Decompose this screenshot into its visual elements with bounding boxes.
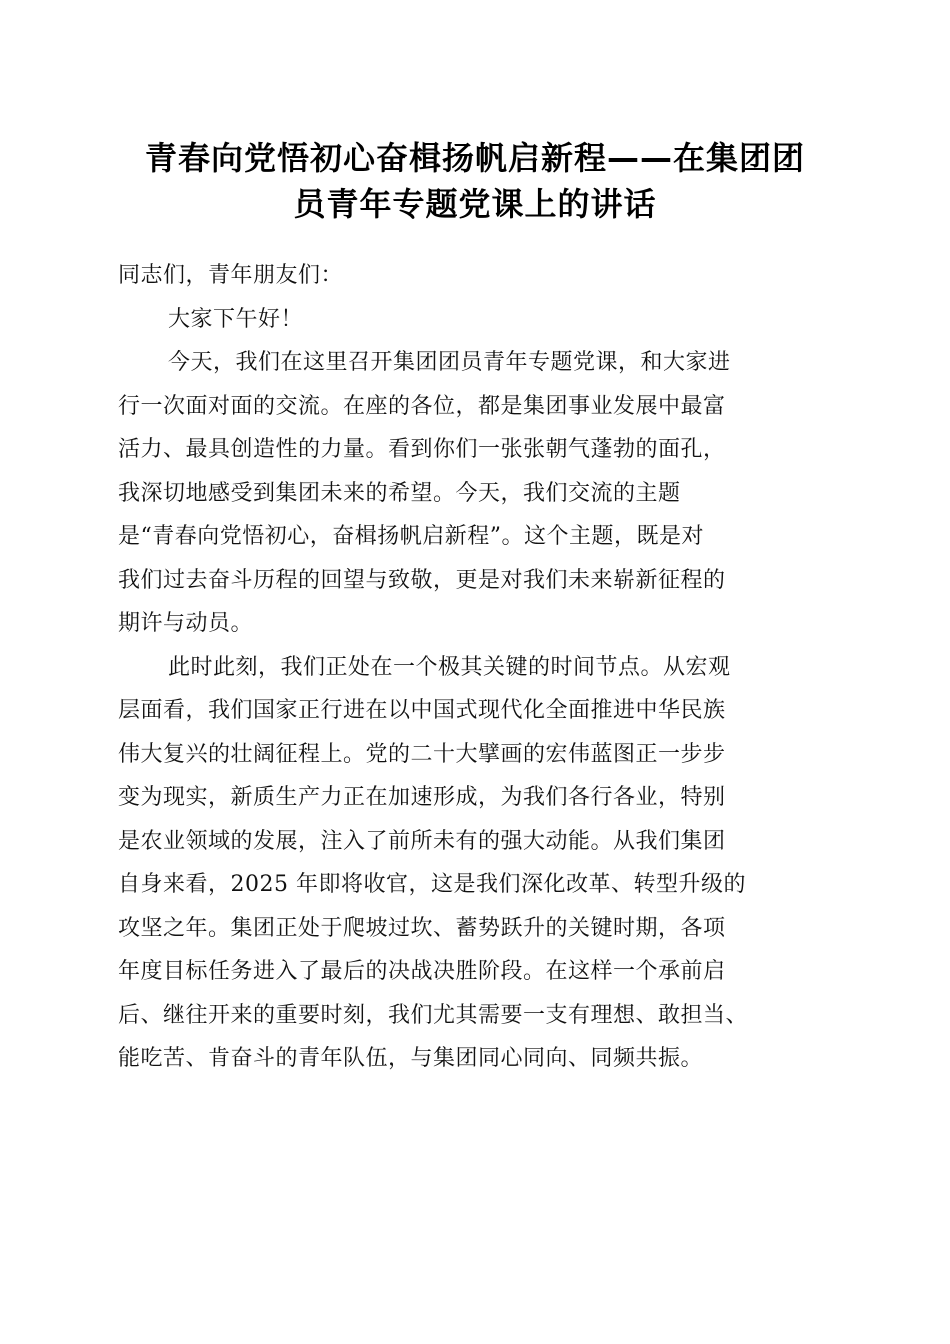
paragraph-line: 行一次面对面的交流。在座的各位，都是集团事业发展中最富 <box>118 393 726 419</box>
paragraph-1 <box>118 341 838 646</box>
paragraph-line: 我深切地感受到集团未来的希望。今天，我们交流的主题 <box>118 480 681 506</box>
paragraph-2 <box>118 646 838 1081</box>
paragraph-line: 能吃苦、肯奋斗的青年队伍，与集团同心同向、同频共振。 <box>118 1046 704 1071</box>
paragraph-line: 是“青春向党悟初心，奋楫扬帆启新程”。这个主题，既是对 <box>118 524 704 549</box>
title-line: 青春向党悟初心奋楫扬帆启新程——在集团团 <box>144 139 805 177</box>
paragraph-line: 伟大复兴的壮阔征程上。党的二十大擘画的宏伟蓝图正一步步 <box>118 741 726 767</box>
paragraph-line: 变为现实，新质生产力正在加速形成，为我们各行各业，特别 <box>118 785 726 810</box>
paragraph-line: 后、继往开来的重要时刻，我们尤其需要一支有理想、敢担当、 <box>118 1002 749 1028</box>
paragraph-line: 我们过去奋斗历程的回望与致敬，更是对我们未来崭新征程的 <box>118 567 726 593</box>
paragraph-line: 活力、最具创造性的力量。看到你们一张张朝气蓬勃的面孔， <box>118 437 726 462</box>
title-line: 员青年专题党课上的讲话 <box>293 185 657 223</box>
document-body <box>118 254 838 1081</box>
paragraph-line: 是农业领域的发展，注入了前所未有的强大动能。从我们集团 <box>118 828 726 854</box>
salutation: 同志们，青年朋友们： <box>118 263 344 288</box>
greeting: 大家下午好！ <box>168 306 304 332</box>
paragraph-line: 期许与动员。 <box>118 611 254 636</box>
document-title <box>100 135 850 227</box>
paragraph-line: 自身来看，2025 年即将收官，这是我们深化改革、转型升级的 <box>118 872 746 897</box>
paragraph-line: 层面看，我们国家正行进在以中国式现代化全面推进中华民族 <box>118 698 726 723</box>
paragraph-line: 此时此刻，我们正处在一个极其关键的时间节点。从宏观 <box>168 654 731 680</box>
paragraph-line: 年度目标任务进入了最后的决战决胜阶段。在这样一个承前启 <box>118 959 726 984</box>
paragraph-line: 攻坚之年。集团正处于爬坡过坎、蓄势跃升的关键时期，各项 <box>118 915 726 941</box>
paragraph-line: 今天，我们在这里召开集团团员青年专题党课，和大家进 <box>168 350 731 375</box>
